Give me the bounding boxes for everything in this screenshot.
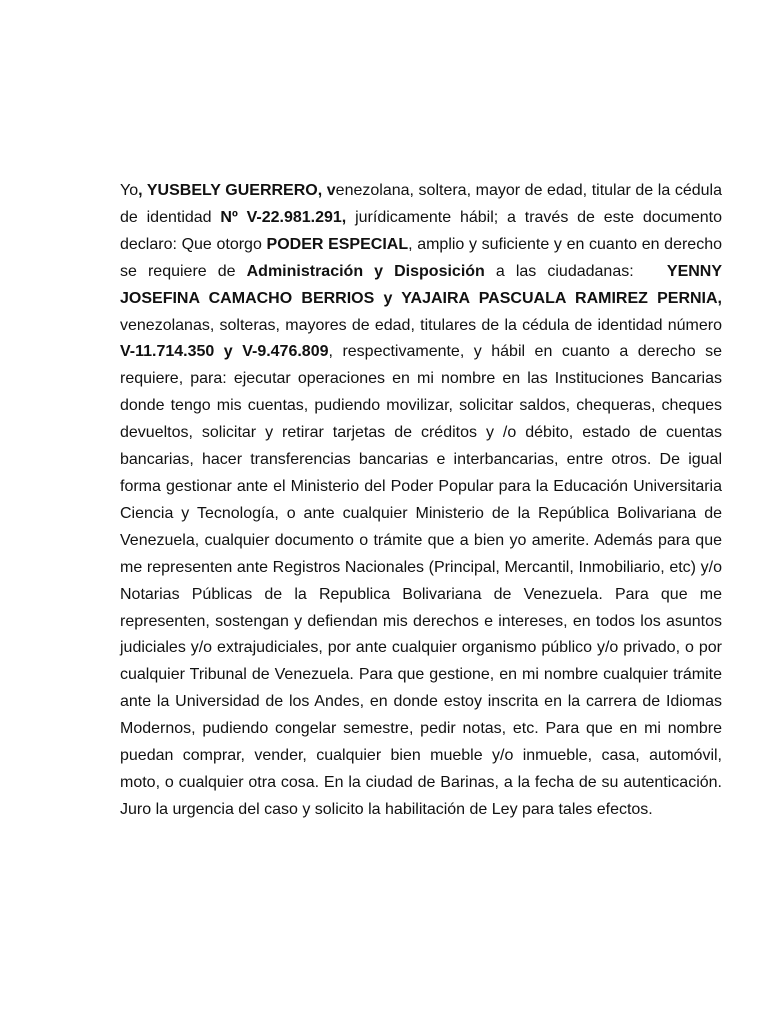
text-run: jurídicamente hábil; a través de este documento declaro: Que otorgo bbox=[120, 208, 722, 253]
text-run-bold: , YUSBELY GUERRERO, v bbox=[138, 182, 336, 199]
text-run: enezolana, soltera, mayor de edad, titular de la cédula de identidad bbox=[120, 182, 722, 226]
text-run-bold: V-11.714.350 y V-9.476.809 bbox=[120, 343, 329, 361]
text-run: a las ciudadanas: bbox=[484, 262, 667, 280]
text-run-bold: Nº V-22.981.291, bbox=[220, 208, 347, 226]
text-run: , respectivamente, y hábil en cuanto a derecho se requiere, para: ejecutar operaciones en mi nombre en las Instituciones Bancarias donde tengo mis cuentas, pudiendo movilizar, solicitar saldos, chequeras, cheques devueltos, solicitar y retirar tarjetas de créditos y /o débito, estado de cuentas bancarias, hacer transferencias bancarias e interbancarias, entre otros. De igual forma gestionar ante el Ministerio del Poder Popular para la Educación Universitaria Ciencia y Tecnología, o ante cualquier Ministerio de la República Bolivariana de Venezuela, cualquier documento o trámite que a bien yo amerite. Además para que me representen ante Registros Nacionales (Principal, Mercantil, Inmobiliario, etc) y/o Notarias Públicas de la Republica Bolivariana de Venezuela. Para que me representen, sostengan y defiendan mis derechos e intereses, en todos los asuntos judiciales y/o extrajudiciales, por ante cualquier organismo público y/o privado, o por cualquier Tribunal de Venezuela. Para que gestione, en mi nombre cualquier trámite ante la Universidad de los Andes, en donde estoy inscrita en la carrera de Idiomas Modernos, pudiendo congelar semestre, pedir notas, etc. Para que en mi nombre puedan comprar, vender, cualquier bien mueble y/o inmueble, casa, automóvil, moto, o cualquier otra cosa. En la ciudad de Barinas, a la fecha de su autenticación. Juro la urgencia del caso y solicito la habilitación de Ley para tales efectos. bbox=[120, 343, 722, 818]
text-run-bold: Administración y Disposición bbox=[246, 262, 485, 280]
text-run: Yo bbox=[120, 182, 139, 199]
text-run: venezolanas, solteras, mayores de edad, titulares de la cédula de identidad número bbox=[120, 316, 722, 334]
text-run: , amplio y suficiente y en cuanto en derecho se requiere de bbox=[120, 235, 722, 280]
document-body-paragraph bbox=[120, 178, 722, 824]
text-run-bold: PODER ESPECIAL bbox=[266, 235, 409, 253]
text-run-bold: YENNY JOSEFINA CAMACHO BERRIOS y YAJAIRA PASCUALA RAMIREZ PERNIA, bbox=[120, 262, 723, 307]
